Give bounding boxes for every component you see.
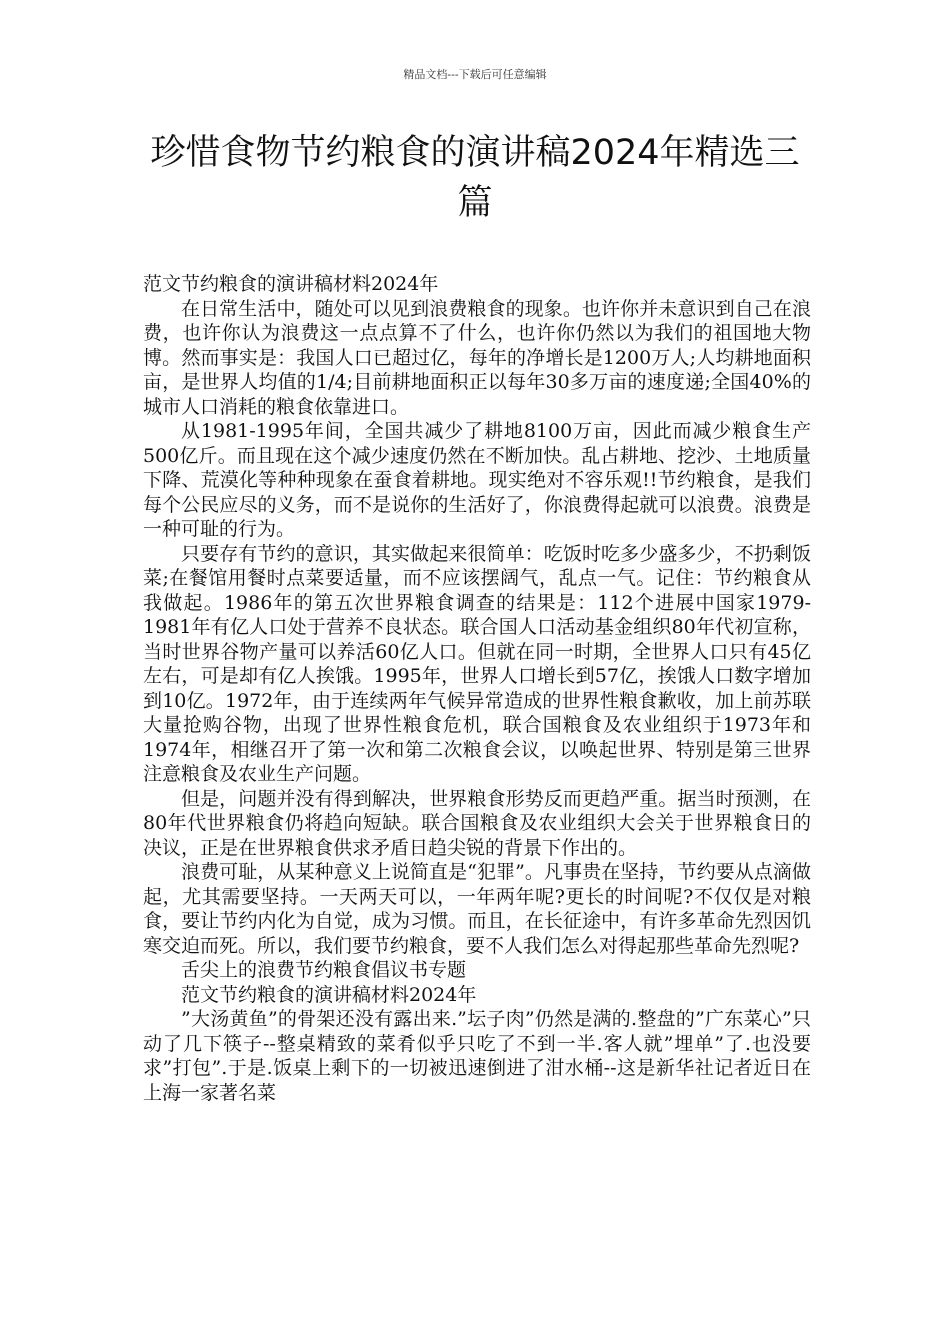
document-body — [143, 272, 811, 1105]
section-heading: 范文节约粮食的演讲稿材料2024年 — [181, 983, 477, 1006]
body-paragraph: 浪费可耻，从某种意义上说简直是“犯罪”。凡事贵在坚持，节约要从点滴做起，尤其需要坚持。一天两天可以，一年两年呢?更长的时间呢?不仅仅是对粮食，要让节约内化为自觉，成为习惯。而且，在长征途中，有许多革命先烈因饥寒交迫而死。所以，我们要节约粮食，要不人我们怎么对得起那些革命先烈呢? — [143, 861, 811, 957]
header-note: 精品文档---下载后可任意编辑 — [403, 68, 547, 81]
body-paragraph: 但是，问题并没有得到解决，世界粮食形势反而更趋严重。据当时预测，在80年代世界粮食仍将趋向短缺。联合国粮食及农业组织大会关于世界粮食日的决议，正是在世界粮食供求矛盾日趋尖锐的背景下作出的。 — [143, 787, 811, 859]
body-paragraph: 从1981-1995年间，全国共减少了耕地8100万亩，因此而减少粮食生产500亿斤。而且现在这个减少速度仍然在不断加快。乱占耕地、挖沙、土地质量下降、荒漠化等种种现象在蚕食着耕地。现实绝对不容乐观!!节约粮食，是我们每个公民应尽的义务，而不是说你的生活好了，你浪费得起就可以浪费。浪费是一种可耻的行为。 — [143, 420, 811, 540]
body-paragraph: 在日常生活中，随处可以见到浪费粮食的现象。也许你并未意识到自己在浪费，也许你认为浪费这一点点算不了什么，也许你仍然以为我们的祖国地大物博。然而事实是：我国人口已超过亿，每年的净增长是1200万人;人均耕地面积亩，是世界人均值的1/4;目前耕地面积正以每年30多万亩的速度递;全国40%的城市人口消耗的粮食依靠进口。 — [143, 297, 811, 418]
body-paragraph: 只要存有节约的意识，其实做起来很简单：吃饭时吃多少盛多少，不扔剩饭菜;在餐馆用餐时点菜要适量，而不应该摆阔气，乱点一气。记住：节约粮食从我做起。1986年的第五次世界粮食调查的结果是：112个进展中国家1979-1981年有亿人口处于营养不良状态。联合国人口活动基金组织80年代初宣称，当时世界谷物产量可以养活60亿人口。但就在同一时期，全世界人口只有45亿左右，可是却有亿人挨饿。1995年，世界人口增长到57亿，挨饿人口数字增加到10亿。1972年，由于连续两年气候异常造成的世界性粮食歉收，加上前苏联大量抢购谷物，出现了世界性粮食危机，联合国粮食及农业组织于1973年和1974年，相继召开了第一次和第二次粮食会议，以唤起世界、特别是第三世界注意粮食及农业生产问题。 — [143, 542, 811, 785]
page-title: 珍惜食物节约粮食的演讲稿2024年精选三篇 — [150, 133, 800, 223]
body-paragraph: ”大汤黄鱼”的骨架还没有露出来.”坛子肉”仍然是满的.整盘的”广东菜心”只动了几下筷子--整桌精致的菜肴似乎只吃了不到一半.客人就”埋单”了.也没要求”打包”.于是.饭桌上剩下的一切被迅速倒进了泔水桶--这是新华社记者近日在上海一家著名菜 — [143, 1008, 811, 1104]
section-heading: 范文节约粮食的演讲稿材料2024年 — [143, 273, 439, 295]
section-heading: 舌尖上的浪费节约粮食倡议书专题 — [181, 959, 467, 981]
